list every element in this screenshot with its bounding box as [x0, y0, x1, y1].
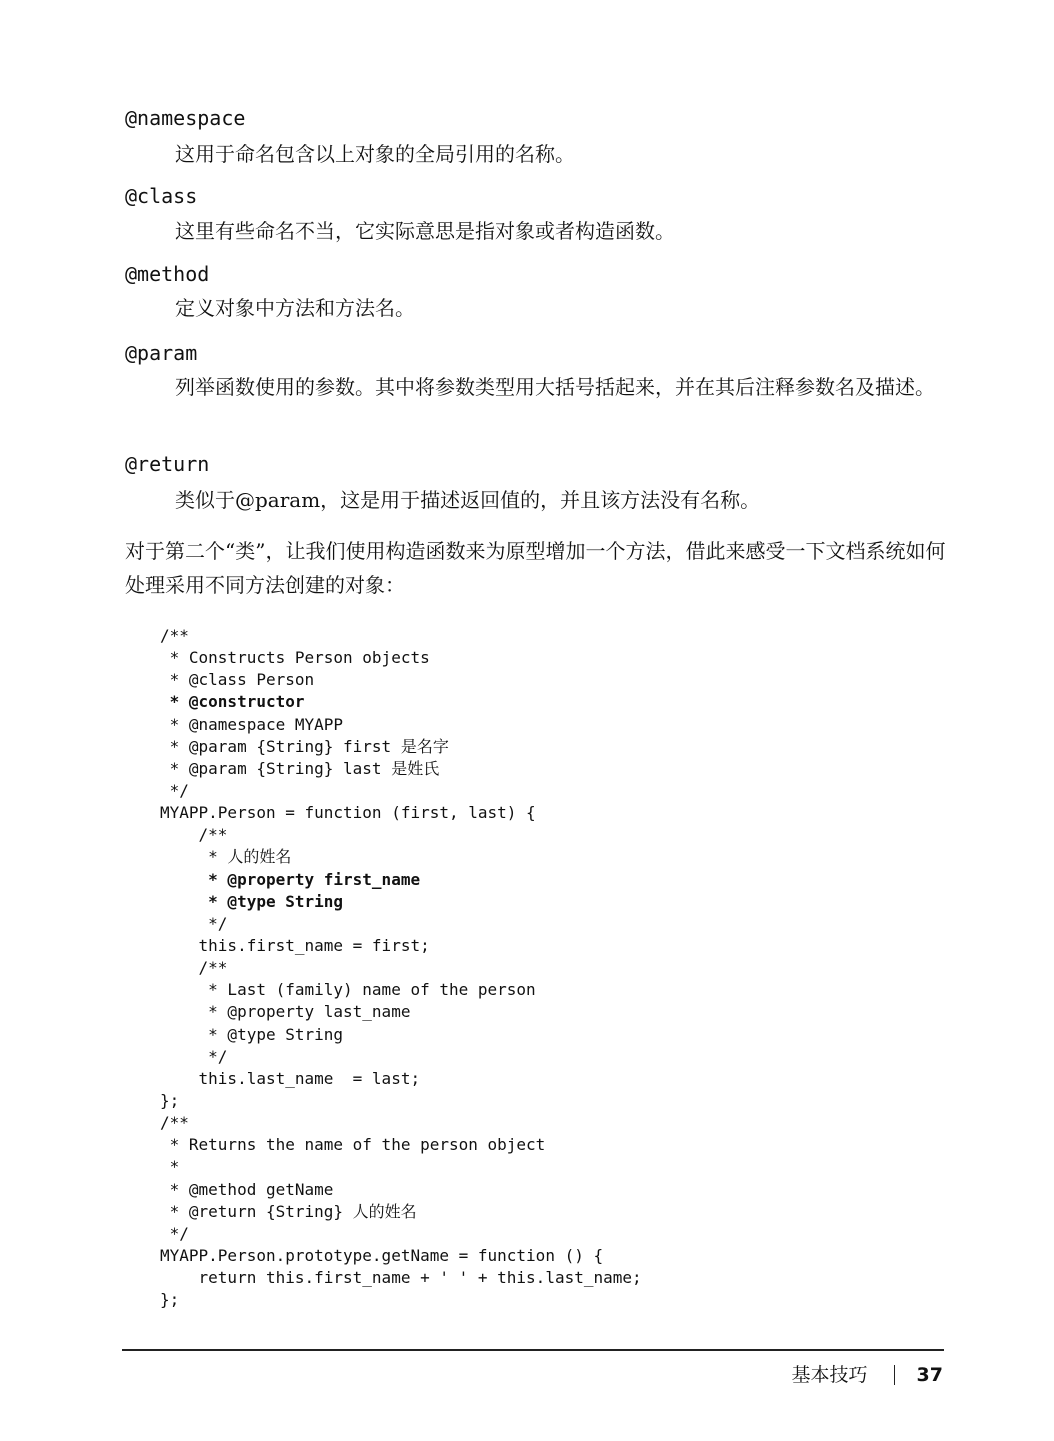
code-line: */ — [160, 1223, 189, 1243]
code-line: * @class Person — [160, 670, 315, 690]
code-line: * @return {String} 人的姓名 — [160, 1201, 417, 1221]
code-line: }; — [160, 1090, 180, 1110]
code-line: * @type String — [160, 891, 344, 911]
code-line: * @param {String} last 是姓氏 — [160, 758, 440, 778]
definition-description: 类似于@param，这是用于描述返回值的，并且该方法没有名称。 — [175, 488, 761, 512]
code-line: }; — [160, 1290, 180, 1310]
code-line: /** — [160, 825, 228, 845]
definition-term: @param — [125, 341, 198, 365]
definition-term: @class — [125, 184, 198, 208]
definition-description: 列举函数使用的参数。其中将参数类型用大括号括起来，并在其后注释参数名及描述。 — [175, 375, 935, 399]
footer-rule — [122, 1349, 944, 1351]
code-line: /** — [160, 1113, 189, 1133]
code-line: * @method getName — [160, 1179, 334, 1199]
code-listing — [160, 625, 642, 1311]
code-line: */ — [160, 1046, 228, 1066]
page-number: 37 — [916, 1364, 943, 1386]
intro-paragraph: 对于第二个“类”，让我们使用构造函数来为原型增加一个方法，借此来感受一下文档系统如何处理采用不同方法创建的对象： — [125, 539, 946, 597]
code-line: /** — [160, 958, 228, 978]
code-line: * @namespace MYAPP — [160, 714, 344, 734]
code-line: */ — [160, 780, 189, 800]
code-line: */ — [160, 913, 228, 933]
code-line: return this.first_name + ' ' + this.last_name; — [160, 1268, 642, 1288]
footer-section-title: 基本技巧 — [791, 1364, 868, 1386]
code-line: * — [160, 1157, 180, 1177]
code-line: * @property last_name — [160, 1002, 411, 1022]
code-line: * Constructs Person objects — [160, 648, 430, 668]
definition-description: 定义对象中方法和方法名。 — [175, 296, 415, 320]
code-line: MYAPP.Person.prototype.getName = function () { — [160, 1245, 604, 1265]
definition-term: @return — [125, 452, 210, 476]
code-line: MYAPP.Person = function (first, last) { — [160, 803, 536, 823]
definition-description: 这用于命名包含以上对象的全局引用的名称。 — [175, 142, 575, 166]
footer-separator — [894, 1365, 895, 1385]
code-line: * 人的姓名 — [160, 847, 292, 867]
definition-term: @method — [125, 262, 210, 286]
page-footer — [792, 1362, 943, 1388]
code-line: * Last (family) name of the person — [160, 980, 536, 1000]
code-line: /** — [160, 626, 189, 645]
code-line: * @property first_name — [160, 869, 421, 889]
definition-description: 这里有些命名不当，它实际意思是指对象或者构造函数。 — [175, 219, 675, 243]
code-line: * @type String — [160, 1024, 344, 1044]
code-line: * @param {String} first 是名字 — [160, 736, 449, 756]
code-line: this.first_name = first; — [160, 935, 430, 955]
definition-term: @namespace — [125, 106, 246, 130]
code-line: * Returns the name of the person object — [160, 1135, 546, 1155]
code-line: * @constructor — [160, 692, 305, 712]
code-line: this.last_name = last; — [160, 1068, 421, 1088]
